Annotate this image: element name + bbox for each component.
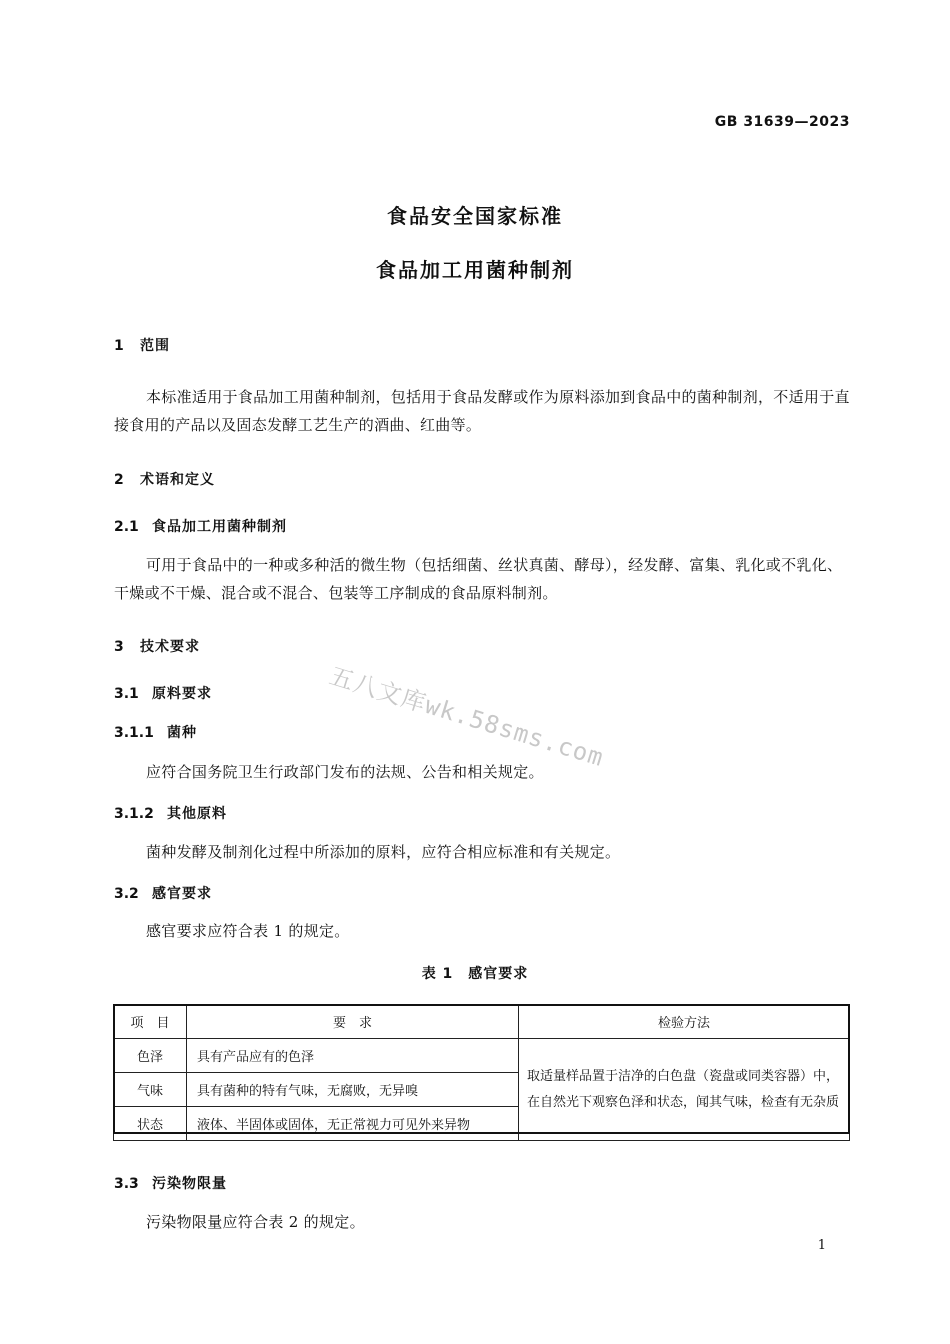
section-title: 术语和定义 [140,472,215,488]
document-title: 食品安全国家标准 [387,204,563,228]
section-1-heading [114,335,170,355]
header-requirement: 要 求 [187,1005,519,1039]
section-number: 3.1.2 [114,806,154,822]
section-number: 2.1 [114,519,139,535]
row-requirement: 具有菌种的特有气味，无腐败，无异嗅 [187,1073,519,1107]
sensory-requirements-table [113,1004,850,1141]
section-3-heading [114,636,200,656]
section-3-2-body: 感官要求应符合表 1 的规定。 [146,922,350,940]
row-requirement: 具有产品应有的色泽 [187,1039,519,1073]
table-1-title: 表 1 感官要求 [421,966,529,982]
section-3-1-1-body: 应符合国务院卫生行政部门发布的法规、公告和相关规定。 [146,763,544,781]
document-subtitle: 食品加工用菌种制剂 [376,258,574,282]
section-2-heading [114,469,215,489]
section-number: 3.1.1 [114,725,154,741]
row-requirement: 液体、半固体或固体，无正常视力可见外来异物 [187,1107,519,1141]
section-title: 感官要求 [152,886,212,902]
table-header-row [114,1005,850,1039]
section-title: 食品加工用菌种制剂 [152,519,287,535]
inspection-method: 取适量样品置于洁净的白色盘（瓷盘或同类容器）中，在自然光下观察色泽和状态，闻其气味，检查有无杂质 [519,1039,850,1141]
watermark: 五八文库wk.58sms.com [326,661,608,772]
section-3-2-heading [114,883,212,903]
section-title: 污染物限量 [152,1176,227,1192]
section-2-1-heading [114,516,287,536]
section-number: 3.3 [114,1176,139,1192]
section-number: 3.1 [114,686,139,702]
section-title: 范围 [140,338,170,354]
table-row [114,1039,850,1073]
row-item: 气味 [114,1073,187,1107]
section-number: 2 [114,472,124,488]
row-item: 状态 [114,1107,187,1141]
section-number: 1 [114,338,124,354]
section-title: 菌种 [167,725,197,741]
section-3-3-heading [114,1173,227,1193]
section-title: 技术要求 [140,639,200,655]
section-1-body: 本标准适用于食品加工用菌种制剂，包括用于食品发酵或作为原料添加到食品中的菌种制剂，不适用于直接食用的产品以及固态发酵工艺生产的酒曲、红曲等。 [114,388,850,434]
header-method: 检验方法 [519,1005,850,1039]
section-3-1-2-body: 菌种发酵及制剂化过程中所添加的原料，应符合相应标准和有关规定。 [146,843,621,861]
header-item: 项 目 [114,1005,187,1039]
page-number: 1 [817,1238,826,1253]
section-title: 原料要求 [152,686,212,702]
section-2-1-body: 可用于食品中的一种或多种活的微生物（包括细菌、丝状真菌、酵母），经发酵、富集、乳化或不乳化、干燥或不干燥、混合或不混合、包装等工序制成的食品原料制剂。 [114,556,843,602]
row-item: 色泽 [114,1039,187,1073]
section-title: 其他原料 [167,806,227,822]
section-3-1-1-heading [114,722,197,742]
section-number: 3 [114,639,124,655]
section-number: 3.2 [114,886,139,902]
section-3-3-body: 污染物限量应符合表 2 的规定。 [146,1213,365,1231]
standard-number: GB 31639—2023 [714,114,850,130]
section-3-1-heading [114,683,212,703]
section-3-1-2-heading [114,803,227,823]
